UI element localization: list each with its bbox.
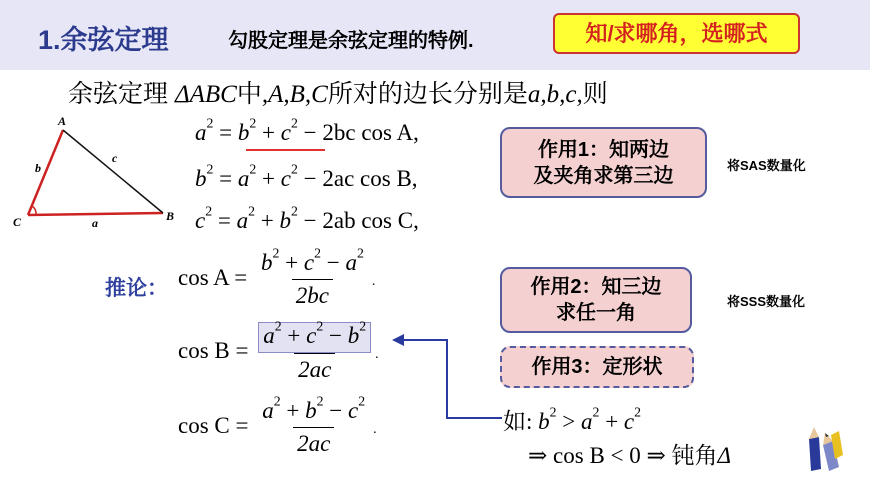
tip-box: 知/求哪角，选哪式 [553,13,800,54]
statement-prefix: 余弦定理 [68,80,169,108]
formula-cos-a: cos A = $\frac{b^2 + c^2 - a^2}{2bc}$ . [178,245,376,308]
statement-middle: 中 [236,80,262,108]
formula-cos-c: cos C = $\frac{a^2 + b^2 - c^2}{2ac}$ . [178,393,377,456]
highlighted-numerator: $a^2 + c^2 - b^2$ [258,322,371,353]
side-c-line [63,130,163,213]
statement-end: 则 [582,80,608,108]
effect-box-1: 作用1：知两边 及夹角求第三边 [500,127,707,198]
formula-a-squared: $a^2 = b^2 + c^2 - 2bc$ cos A, [195,115,419,145]
side-a-line [28,213,163,215]
vertex-a-label: A [58,114,67,128]
section-title: 1.余弦定理 [38,25,169,55]
side-b-line [28,130,63,215]
vertex-b-label: B [166,209,175,223]
side-a-label: a [92,216,98,230]
connector-arrow [390,325,510,425]
formula-b-squared: $b^2 = a^2 + c^2 - 2ac$ cos B, [195,161,418,191]
effect-box-3: 作用3：定形状 [500,346,694,388]
angle-c-arc [32,206,36,214]
formula-c-squared: $c^2 = a^2 + b^2 - 2ab$ cos C, [195,203,419,233]
statement-suffix: 所对的边长分别是 [327,80,528,108]
vertex-c-label: C [13,215,22,229]
fraction-cos-c: $\frac{a^2 + b^2 - c^2}{2ac}$ [262,393,366,456]
red-underline [246,149,325,151]
side-list: a,b,c, [527,81,583,108]
inference-label: 推论： [105,277,168,300]
effect-box-2: 作用2：知三边 求任一角 [500,267,692,333]
header-note: 勾股定理是余弦定理的特例. [228,30,474,52]
side-b-label: b [35,161,41,175]
note-sss: 将SSS数量化 [727,294,806,309]
fraction-cos-a: $\frac{b^2 + c^2 - a^2}{2bc}$ [260,245,364,308]
pencils-icon [805,425,845,473]
triangle-figure [8,110,188,235]
theorem-statement [68,74,608,110]
note-sas: 将SAS数量化 [727,158,806,173]
conclusion-line: ⇒ cos B < 0 ⇒ 钝角Δ [528,443,732,469]
triangle-symbol: ΔABC [174,81,237,108]
fraction-cos-b: $\frac{a^2 + c^2 - b^2}{2ac}$ [258,322,371,383]
side-c-label: c [112,151,118,165]
formula-cos-b: cos B = $\frac{a^2 + c^2 - b^2}{2ac}$ . [178,318,379,382]
example-line: 如: $b^2 > a^2 + c^2$ [503,404,642,435]
vertex-list: ,A,B,C [261,81,328,108]
